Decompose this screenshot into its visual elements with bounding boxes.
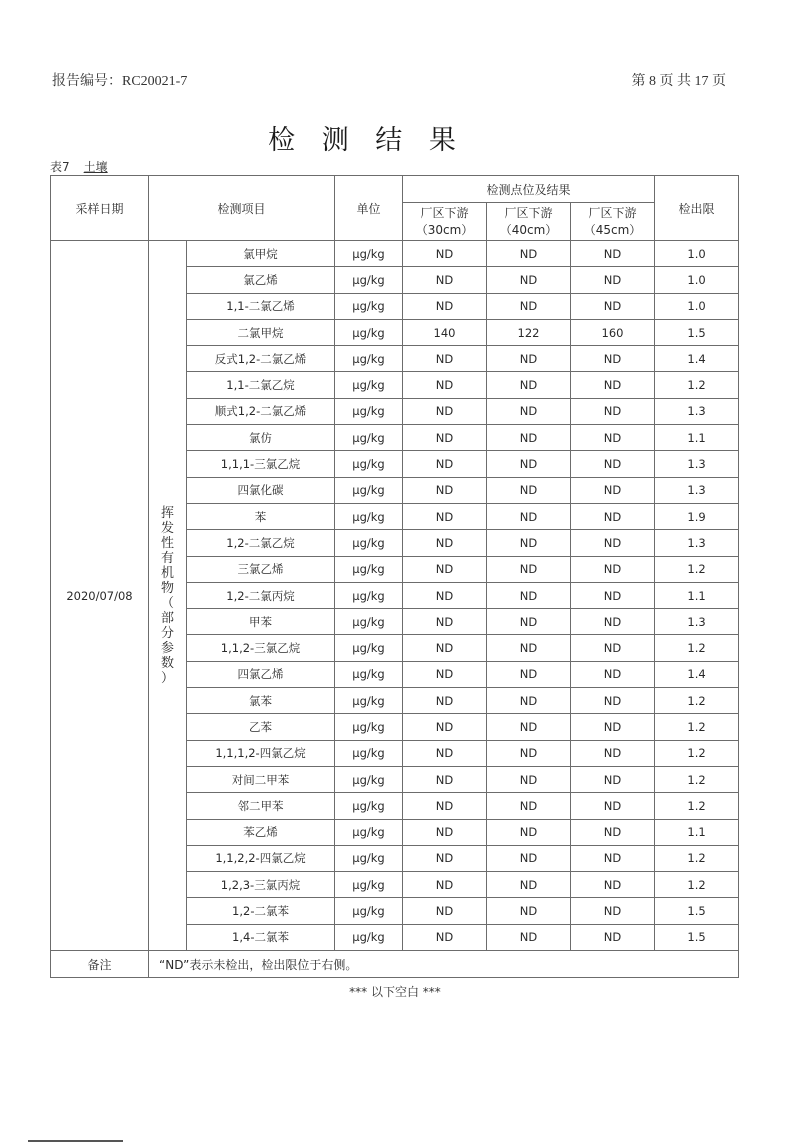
site-1-result: ND [403,425,487,451]
site-1-result: ND [403,398,487,424]
site-2-result: ND [487,819,571,845]
site-2-result: ND [487,398,571,424]
unit-cell: μg/kg [335,793,403,819]
unit-cell: μg/kg [335,766,403,792]
site-1-result: ND [403,582,487,608]
site-depth: （45cm） [583,222,642,237]
table-title: 土壤 [83,160,108,174]
item-name-cell: 三氯乙烯 [187,556,335,582]
site-1-result: ND [403,556,487,582]
site-2-result: ND [487,530,571,556]
item-name-cell: 反式1,2-二氯乙烯 [187,346,335,372]
unit-cell: μg/kg [335,714,403,740]
site-1-result: ND [403,766,487,792]
unit-cell: μg/kg [335,609,403,635]
site-1-result: ND [403,661,487,687]
category-cell [149,241,187,951]
category-char: 性 [160,535,174,551]
site-3-result: ND [571,425,655,451]
site-2-result: ND [487,661,571,687]
site-2-result: ND [487,924,571,950]
site-2-result: ND [487,609,571,635]
unit-cell: μg/kg [335,872,403,898]
site-2-result: ND [487,635,571,661]
detection-limit-cell: 1.5 [655,319,739,345]
detection-limit-cell: 1.2 [655,845,739,871]
site-2-result: ND [487,372,571,398]
site-3-result: ND [571,635,655,661]
site-1-result: ND [403,372,487,398]
header-site-1 [403,203,487,241]
site-2-result: ND [487,714,571,740]
site-3-result: ND [571,793,655,819]
site-2-result: ND [487,556,571,582]
unit-cell: μg/kg [335,661,403,687]
unit-cell: μg/kg [335,398,403,424]
detection-limit-cell: 1.0 [655,241,739,267]
item-name-cell: 1,2-二氯乙烷 [187,530,335,556]
header-site-3 [571,203,655,241]
item-name-cell: 甲苯 [187,609,335,635]
detection-limit-cell: 1.4 [655,346,739,372]
report-number: 报告编号：RC20021-7 [52,74,188,89]
item-name-cell: 1,2,3-三氯丙烷 [187,872,335,898]
detection-limit-cell: 1.5 [655,898,739,924]
category-char: 数 [160,655,174,671]
site-3-result: ND [571,819,655,845]
item-name-cell: 1,1-二氯乙烷 [187,372,335,398]
site-2-result: ND [487,872,571,898]
site-1-result: ND [403,241,487,267]
site-1-result: ND [403,872,487,898]
site-2-result: ND [487,241,571,267]
detection-limit-cell: 1.2 [655,556,739,582]
category-char: 有 [160,550,174,566]
site-3-result: ND [571,740,655,766]
detection-limit-cell: 1.3 [655,398,739,424]
site-3-result: ND [571,556,655,582]
site-3-result: ND [571,661,655,687]
header-sampling-date: 采样日期 [51,176,149,241]
site-2-result: ND [487,503,571,529]
item-name-cell: 1,1,1-三氯乙烷 [187,451,335,477]
unit-cell: μg/kg [335,293,403,319]
site-1-result: ND [403,819,487,845]
detection-limit-cell: 1.1 [655,425,739,451]
unit-cell: μg/kg [335,241,403,267]
site-1-result: ND [403,793,487,819]
results-body [51,241,739,951]
detection-limit-cell: 1.1 [655,582,739,608]
detection-limit-cell: 1.2 [655,688,739,714]
item-name-cell: 1,2-二氯苯 [187,898,335,924]
site-2-result: ND [487,898,571,924]
item-name-cell: 氯甲烷 [187,241,335,267]
detection-limit-cell: 1.2 [655,766,739,792]
table-caption [50,158,108,175]
site-2-result: ND [487,425,571,451]
site-2-result: ND [487,688,571,714]
site-1-result: ND [403,451,487,477]
unit-cell: μg/kg [335,582,403,608]
item-name-cell: 1,1,2-三氯乙烷 [187,635,335,661]
item-name-cell: 1,1,1,2-四氯乙烷 [187,740,335,766]
unit-cell: μg/kg [335,451,403,477]
page-indicator: 第 8 页 共 17 页 [631,74,726,89]
category-char: 发 [160,520,174,536]
detection-limit-cell: 1.3 [655,530,739,556]
unit-cell: μg/kg [335,346,403,372]
detection-limit-cell: 1.2 [655,872,739,898]
site-1-result: ND [403,530,487,556]
site-name: 厂区下游 [420,205,469,220]
table-row [51,241,739,267]
item-name-cell: 顺式1,2-二氯乙烯 [187,398,335,424]
site-2-result: ND [487,293,571,319]
site-2-result: ND [487,451,571,477]
sampling-date-cell: 2020/07/08 [51,241,149,951]
item-name-cell: 氯苯 [187,688,335,714]
end-of-content-marker: *** 以下空白 *** [349,985,441,999]
site-1-result: ND [403,635,487,661]
unit-cell: μg/kg [335,898,403,924]
site-2-result: ND [487,766,571,792]
site-3-result: ND [571,267,655,293]
site-3-result: ND [571,714,655,740]
site-3-result: ND [571,872,655,898]
category-char: 部 [160,610,174,626]
site-3-result: ND [571,503,655,529]
site-1-result: ND [403,740,487,766]
header-unit: 单位 [335,176,403,241]
unit-cell: μg/kg [335,477,403,503]
item-name-cell: 邻二甲苯 [187,793,335,819]
site-depth: （40cm） [499,222,558,237]
site-1-result: ND [403,477,487,503]
site-3-result: ND [571,898,655,924]
site-2-result: ND [487,740,571,766]
site-1-result: ND [403,714,487,740]
unit-cell: μg/kg [335,845,403,871]
unit-cell: μg/kg [335,319,403,345]
item-name-cell: 氯仿 [187,425,335,451]
unit-cell: μg/kg [335,635,403,661]
site-3-result: ND [571,766,655,792]
detection-limit-cell: 1.0 [655,267,739,293]
unit-cell: μg/kg [335,740,403,766]
site-1-result: ND [403,346,487,372]
header-detection-limit: 检出限 [655,176,739,241]
site-2-result: ND [487,267,571,293]
unit-cell: μg/kg [335,503,403,529]
note-text: “ND”表示未检出，检出限位于右侧。 [149,951,739,978]
category-char: 分 [160,625,174,641]
site-name: 厂区下游 [504,205,553,220]
item-name-cell: 1,4-二氯苯 [187,924,335,950]
item-name-cell: 乙苯 [187,714,335,740]
item-name-cell: 四氯化碳 [187,477,335,503]
category-char: 物 [160,580,174,596]
site-1-result: ND [403,898,487,924]
site-3-result: ND [571,845,655,871]
unit-cell: μg/kg [335,372,403,398]
site-name: 厂区下游 [588,205,637,220]
detection-limit-cell: 1.5 [655,924,739,950]
site-3-result: ND [571,477,655,503]
site-3-result: ND [571,293,655,319]
unit-cell: μg/kg [335,924,403,950]
results-table [50,175,739,978]
item-name-cell: 氯乙烯 [187,267,335,293]
site-1-result: ND [403,609,487,635]
detection-limit-cell: 1.2 [655,635,739,661]
category-char: 参 [160,640,174,656]
item-name-cell: 1,1,2,2-四氯乙烷 [187,845,335,871]
site-1-result: ND [403,845,487,871]
site-3-result: 160 [571,319,655,345]
site-1-result: ND [403,688,487,714]
site-3-result: ND [571,924,655,950]
detection-limit-cell: 1.9 [655,503,739,529]
detection-limit-cell: 1.0 [655,293,739,319]
site-1-result: ND [403,267,487,293]
detection-limit-cell: 1.2 [655,793,739,819]
site-2-result: ND [487,793,571,819]
category-char: ） [160,670,174,686]
note-label: 备注 [51,951,149,978]
site-depth: （30cm） [415,222,474,237]
unit-cell: μg/kg [335,556,403,582]
site-3-result: ND [571,241,655,267]
unit-cell: μg/kg [335,267,403,293]
site-1-result: ND [403,293,487,319]
item-name-cell: 苯 [187,503,335,529]
detection-limit-cell: 1.2 [655,740,739,766]
site-2-result: ND [487,582,571,608]
unit-cell: μg/kg [335,425,403,451]
unit-cell: μg/kg [335,819,403,845]
site-3-result: ND [571,398,655,424]
item-name-cell: 1,1-二氯乙烯 [187,293,335,319]
detection-limit-cell: 1.1 [655,819,739,845]
category-char: 挥 [160,505,174,521]
site-2-result: ND [487,845,571,871]
page-title: 检 测 结 果 [268,125,465,156]
site-3-result: ND [571,346,655,372]
header-site-2 [487,203,571,241]
site-3-result: ND [571,451,655,477]
detection-limit-cell: 1.2 [655,372,739,398]
site-3-result: ND [571,372,655,398]
site-3-result: ND [571,609,655,635]
item-name-cell: 苯乙烯 [187,819,335,845]
category-char: 机 [160,565,174,581]
site-2-result: ND [487,477,571,503]
site-1-result: 140 [403,319,487,345]
unit-cell: μg/kg [335,688,403,714]
header-sites-group: 检测点位及结果 [403,176,655,203]
detection-limit-cell: 1.3 [655,477,739,503]
detection-limit-cell: 1.2 [655,714,739,740]
table-number: 表7 [50,160,70,174]
header-test-item: 检测项目 [149,176,335,241]
item-name-cell: 1,2-二氯丙烷 [187,582,335,608]
site-1-result: ND [403,924,487,950]
site-3-result: ND [571,688,655,714]
site-2-result: ND [487,346,571,372]
detection-limit-cell: 1.3 [655,609,739,635]
item-name-cell: 对间二甲苯 [187,766,335,792]
detection-limit-cell: 1.4 [655,661,739,687]
site-1-result: ND [403,503,487,529]
site-3-result: ND [571,582,655,608]
category-char: （ [160,595,174,611]
detection-limit-cell: 1.3 [655,451,739,477]
item-name-cell: 四氯乙烯 [187,661,335,687]
site-3-result: ND [571,530,655,556]
unit-cell: μg/kg [335,530,403,556]
footer-rule [28,1140,123,1142]
site-2-result: 122 [487,319,571,345]
item-name-cell: 二氯甲烷 [187,319,335,345]
